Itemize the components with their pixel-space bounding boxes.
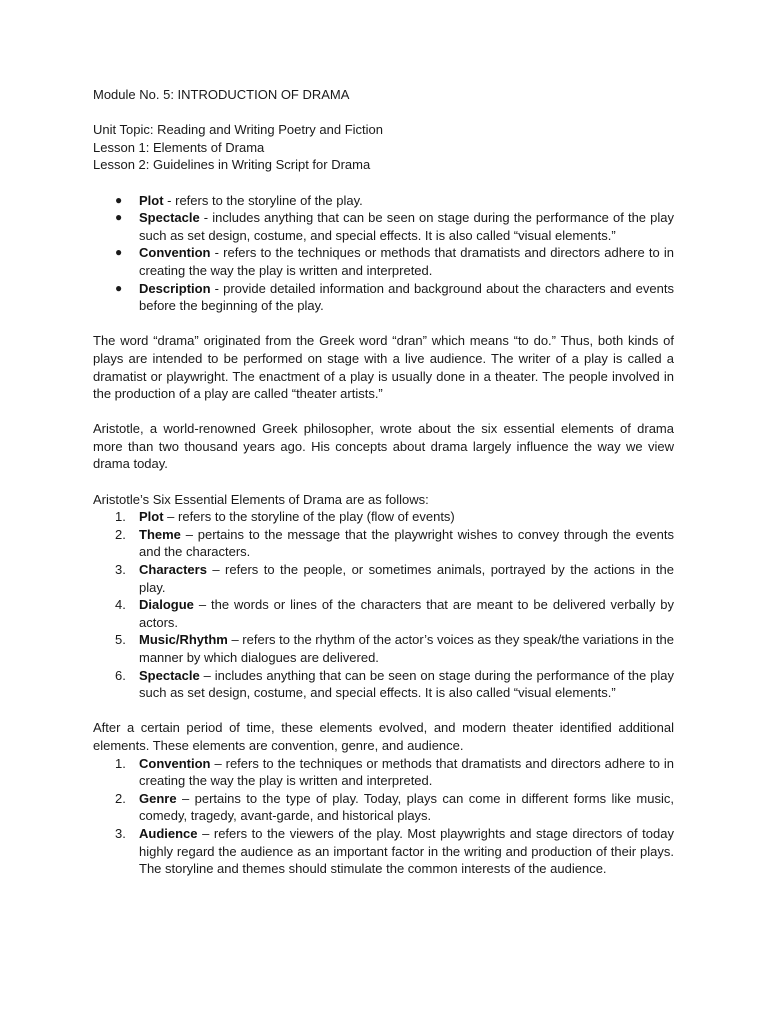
- module-title: Module No. 5: INTRODUCTION OF DRAMA: [93, 87, 350, 102]
- unit-topic: Unit Topic: Reading and Writing Poetry and Fiction: [93, 122, 384, 138]
- spacer: [93, 473, 674, 491]
- spacer: [93, 315, 674, 333]
- list-item: [93, 755, 674, 790]
- list-item: [93, 508, 674, 526]
- spacer: [93, 174, 674, 192]
- bullet-term: Description: [139, 280, 211, 296]
- list-item: [93, 790, 674, 825]
- list-number: 1.: [115, 509, 126, 525]
- paragraph-aristotle: Aristotle, a world-renowned Greek philosopher, wrote about the six essential elements of drama more than two thousand years ago. His concepts about drama largely influence the way we view drama today.: [93, 421, 674, 472]
- list-number: 1.: [115, 755, 126, 771]
- bullet-item: [93, 209, 674, 244]
- additional-elements-list: [93, 755, 674, 878]
- list-text: – refers to the viewers of the play. Most playwrights and stage directors of today highly regard the audience as an important factor in the writing and production of their plays. The storyline and themes should stimulate the common interests of the audience.: [139, 825, 674, 877]
- bullet-term: Plot: [139, 192, 164, 208]
- spacer: [93, 403, 674, 421]
- bullet-icon: ●: [115, 210, 123, 225]
- list-text: – refers to the rhythm of the actor’s voices as they speak/the variations in the manner by which dialogues are delivered.: [139, 632, 674, 665]
- list-number: 4.: [115, 597, 126, 613]
- document-page: [93, 86, 674, 878]
- list-number: 5.: [115, 632, 126, 648]
- list-term: Plot: [139, 509, 164, 525]
- bullet-text: - includes anything that can be seen on stage during the performance of the play such as set design, costume, and special effects. It is also called “visual elements.”: [139, 210, 674, 243]
- lesson-2: Lesson 2: Guidelines in Writing Script for Drama: [93, 157, 371, 173]
- list-text: – refers to the people, or sometimes animals, portrayed by the actions in the play.: [139, 562, 674, 595]
- bullet-term: Convention: [139, 245, 211, 261]
- list-text: – refers to the techniques or methods that dramatists and directors adhere to in creating the way the play is written and interpreted.: [139, 755, 674, 789]
- bullet-term: Spectacle: [139, 210, 200, 226]
- lesson-1: Lesson 1: Elements of Drama: [93, 139, 265, 155]
- additional-elements-intro: After a certain period of time, these elements evolved, and modern theater identified additional elements. These elements are convention, genre, and audience.: [93, 720, 674, 753]
- list-term: Spectacle: [139, 667, 200, 683]
- list-item: [93, 561, 674, 596]
- list-item: [93, 825, 674, 878]
- list-number: 3.: [115, 825, 126, 841]
- list-number: 6.: [115, 667, 126, 683]
- six-elements-list: [93, 508, 674, 702]
- bullet-text: - refers to the storyline of the play.: [163, 192, 363, 208]
- bullet-item: [93, 244, 674, 279]
- list-text: – includes anything that can be seen on stage during the performance of the play such as set design, costume, and special effects. It is also called “visual elements.”: [139, 667, 674, 701]
- list-number: 3.: [115, 562, 126, 578]
- list-item: [93, 631, 674, 666]
- list-term: Dialogue: [139, 597, 194, 613]
- list-text: – pertains to the message that the playwright wishes to convey through the events and the characters.: [139, 526, 674, 560]
- bullet-item: [93, 280, 674, 315]
- list-term: Convention: [139, 755, 211, 771]
- bullet-item: [93, 192, 674, 210]
- spacer: [93, 702, 674, 720]
- list-term: Genre: [139, 790, 177, 806]
- list-item: [93, 596, 674, 631]
- bullet-icon: ●: [115, 280, 123, 295]
- paragraph-drama-origin: The word “drama” originated from the Greek word “dran” which means “to do.” Thus, both kinds of plays are intended to be performed on stage with a live audience. The writer of a play is called a dramatist or playwright. The enactment of a play is usually done in a theater. The people involved in the production of a play are called “theater artists.”: [93, 333, 674, 402]
- list-text: – the words or lines of the characters that are meant to be delivered verbally by actors.: [139, 597, 674, 630]
- bullet-icon: ●: [115, 192, 123, 207]
- spacer: [93, 104, 674, 122]
- six-elements-intro: Aristotle’s Six Essential Elements of Drama are as follows:: [93, 491, 429, 507]
- list-item: [93, 526, 674, 561]
- bullet-text: - refers to the techniques or methods that dramatists and directors adhere to in creating the way the play is written and interpreted.: [139, 245, 674, 278]
- list-number: 2.: [115, 790, 126, 806]
- list-text: – pertains to the type of play. Today, plays can come in different forms like music, comedy, tragedy, avant-garde, and historical plays.: [139, 790, 674, 824]
- list-text: – refers to the storyline of the play (flow of events): [163, 509, 455, 525]
- list-term: Characters: [139, 562, 207, 578]
- list-item: [93, 667, 674, 702]
- list-term: Music/Rhythm: [139, 632, 228, 648]
- drama-elements-bullet-list: [93, 192, 674, 315]
- bullet-text: - provide detailed information and background about the characters and events before the beginning of the play.: [139, 280, 674, 314]
- list-term: Theme: [139, 526, 181, 542]
- list-number: 2.: [115, 526, 126, 542]
- bullet-icon: ●: [115, 245, 123, 260]
- list-term: Audience: [139, 825, 198, 841]
